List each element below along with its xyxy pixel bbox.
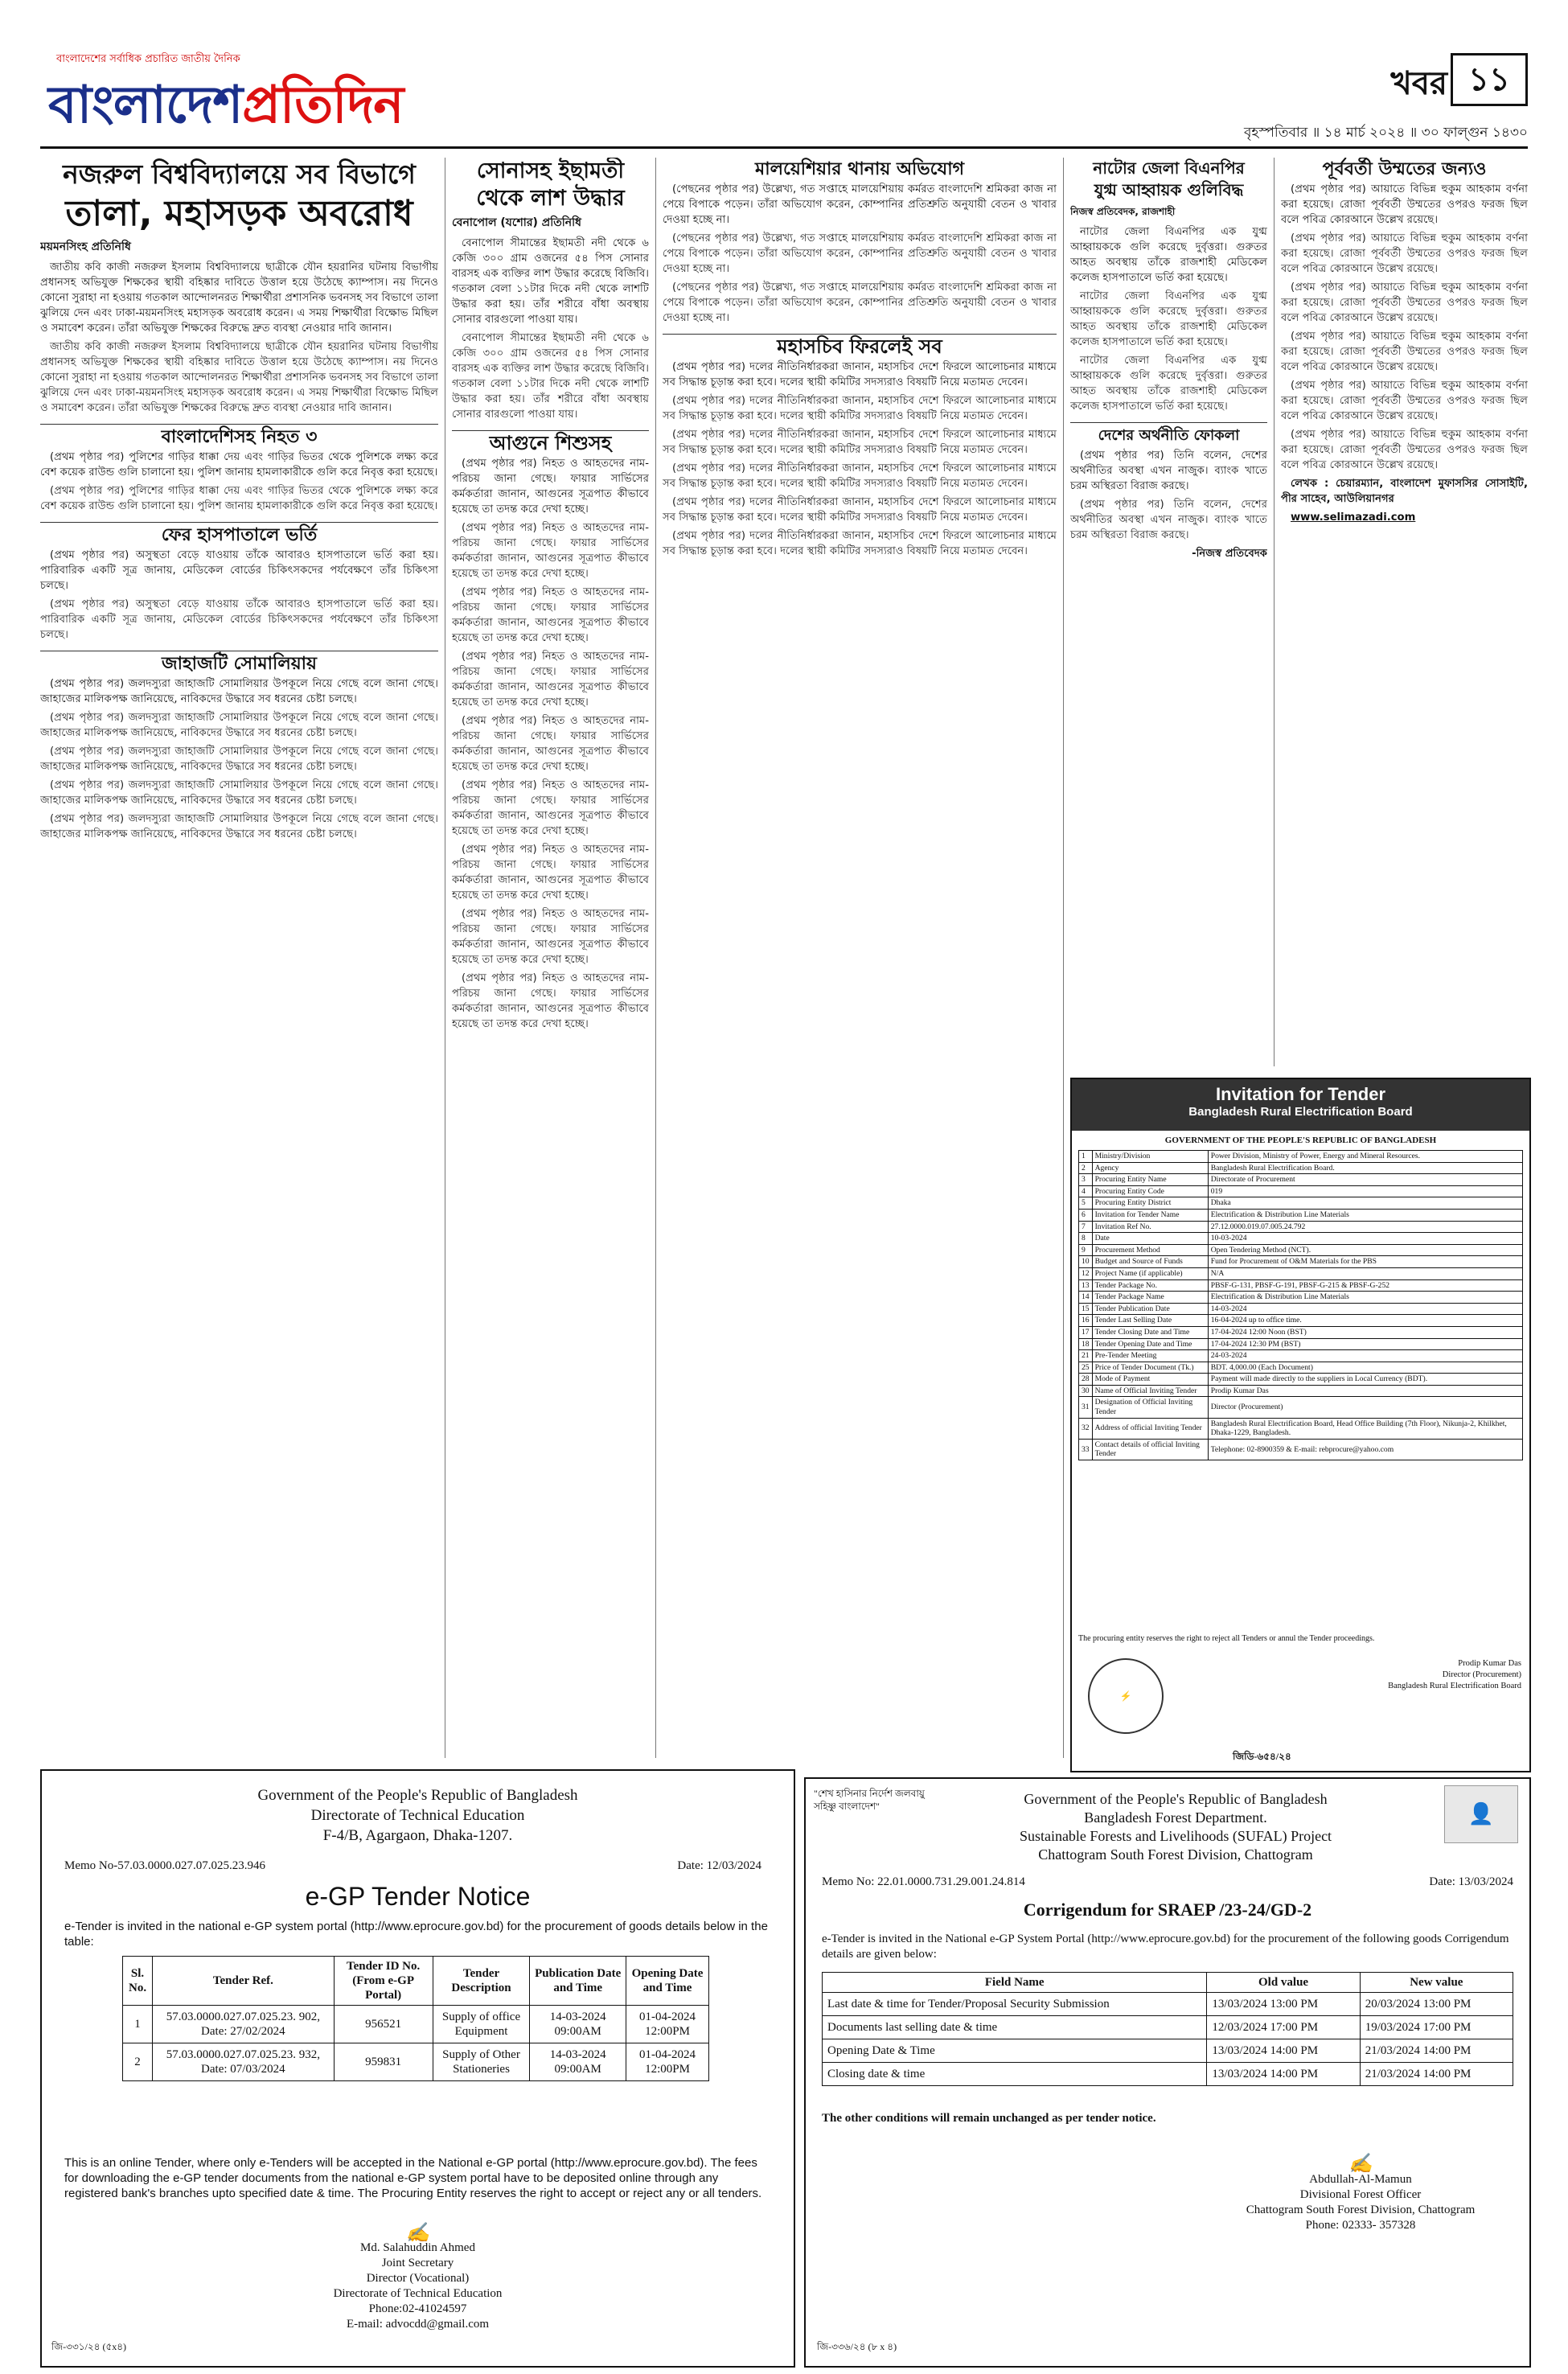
- ad-egp-sign-scribble: ✍: [405, 2221, 430, 2244]
- table-cell: Prodip Kumar Das: [1208, 1385, 1522, 1397]
- table-cell: Project Name (if applicable): [1092, 1267, 1208, 1279]
- ad-egp-sig-name: Md. Salahuddin Ahmed: [360, 2241, 475, 2254]
- table-cell: PBSF-G-131, PBSF-G-191, PBSF-G-215 & PBSF-G-252: [1208, 1279, 1522, 1292]
- story-body-hospital-cont: (প্রথম পৃষ্ঠার পর) অসুস্থতা বেড়ে যাওয়ায় তাঁকে আবারও হাসপাতালে ভর্তি করা হয়। পারিবারিক একটি সূত্র জানায়, মেডিকেল বোর্ডের চিকিৎসকদের পর্যবেক্ষণে তাঁর চিকিৎসা চলছে।: [40, 598, 438, 641]
- table-header-cell: Field Name: [823, 1973, 1207, 1993]
- table-cell: 31: [1079, 1397, 1093, 1418]
- table-cell: Procuring Entity Name: [1092, 1174, 1208, 1186]
- headline-secretary: মহাসচিব ফিরলেই সব: [663, 334, 1057, 355]
- table-cell: Tender Last Selling Date: [1092, 1315, 1208, 1327]
- table-cell: Supply of Other Stationeries: [433, 2043, 530, 2081]
- table-cell: 2: [123, 2043, 153, 2081]
- story-body-gold-cont: বেনাপোল সীমান্তের ইছামতী নদী থেকে ৬ কেজি ৩০০ গ্রাম ওজনের ৫৪ পিস সোনার বারসহ এক ব্যক্তির লাশ উদ্ধার করেছে বিজিবি। গতকাল বেলা ১১টার দিকে নদী থেকে লাশটি উদ্ধার করা হয়। তাঁর শরীরে বাঁধা অবস্থায় সোনার বারগুলো পাওয়া যায়।: [452, 332, 649, 421]
- ad-forest-dept: Bangladesh Forest Department.: [1084, 1809, 1267, 1826]
- story-body-ship-cont4: (প্রথম পৃষ্ঠার পর) জলদস্যুরা জাহাজটি সোমালিয়ার উপকূলে নিয়ে গেছে বলে জানা গেছে। জাহাজের মালিকপক্ষ জানিয়েছে, নাবিকদের উদ্ধারে সব ধরনের চেষ্টা চলছে।: [40, 813, 438, 840]
- table-cell: Procuring Entity Code: [1092, 1185, 1208, 1197]
- section-label: খবর: [1390, 65, 1447, 102]
- story-body-secretary-cont: (প্রথম পৃষ্ঠার পর) দলের নীতিনির্ধারকরা জানান, মহাসচিব দেশে ফিরলে আলোচনার মাধ্যমে সব সিদ্ধান্ত চূড়ান্ত করা হবে। দলের স্থায়ী কমিটির সদস্যরাও বিষয়টি নিয়ে মতামত দেবেন।: [663, 395, 1057, 422]
- table-row: [1079, 1174, 1523, 1186]
- table-header-cell: Opening Date and Time: [626, 1957, 709, 2006]
- table-cell: 4: [1079, 1185, 1093, 1197]
- ad-rural-signatory: Prodip Kumar Das: [1458, 1659, 1521, 1668]
- table-row: [1079, 1185, 1523, 1197]
- story-body-ship: (প্রথম পৃষ্ঠার পর) জলদস্যুরা জাহাজটি সোমালিয়ার উপকূলে নিয়ে গেছে বলে জানা গেছে। জাহাজের মালিকপক্ষ জানিয়েছে, নাবিকদের উদ্ধারে সব ধরনের চেষ্টা চলছে।: [40, 678, 438, 705]
- table-row: [1079, 1221, 1523, 1233]
- story-body-economy-cont: (প্রথম পৃষ্ঠার পর) তিনি বলেন, দেশের অর্থনীতির অবস্থা এখন নাজুক। ব্যাংক খাতে চরম অস্থিরতা বিরাজ করছে।: [1070, 499, 1267, 541]
- ad-egp-table: [122, 1956, 709, 2081]
- table-cell: Last date & time for Tender/Proposal Security Submission: [823, 1993, 1207, 2016]
- table-cell: 14-03-2024: [1208, 1303, 1522, 1315]
- table-cell: Tender Package Name: [1092, 1292, 1208, 1304]
- story-body-fire-cont6: (প্রথম পৃষ্ঠার পর) নিহত ও আহতদের নাম-পরিচয় জানা গেছে। ফায়ার সার্ভিসের কর্মকর্তারা জানান, আগুনের সূত্রপাত কীভাবে হয়েছে তা তদন্ত করে দেখা হচ্ছে।: [452, 844, 649, 902]
- table-row: [823, 2039, 1513, 2063]
- table-cell: Opening Date & Time: [823, 2039, 1207, 2063]
- table-cell: 14: [1079, 1292, 1093, 1304]
- ad-egp-dir: Directorate of Technical Education: [310, 1807, 525, 1824]
- ad-forest-memo: Memo No: 22.01.0000.731.29.001.24.814: [822, 1875, 1025, 1888]
- story-body-hospital: (প্রথম পৃষ্ঠার পর) অসুস্থতা বেড়ে যাওয়ায় তাঁকে আবারও হাসপাতালে ভর্তি করা হয়। পারিবারিক একটি সূত্র জানায়, মেডিকেল বোর্ডের চিকিৎসকদের পর্যবেক্ষণে তাঁর চিকিৎসা চলছে।: [40, 549, 438, 592]
- table-cell: 33: [1079, 1439, 1093, 1460]
- story-body-fire-cont7: (প্রথম পৃষ্ঠার পর) নিহত ও আহতদের নাম-পরিচয় জানা গেছে। ফায়ার সার্ভিসের কর্মকর্তারা জানান, আগুনের সূত্রপাত কীভাবে হয়েছে তা তদন্ত করে দেখা হচ্ছে।: [452, 908, 649, 966]
- table-row: [1079, 1418, 1523, 1439]
- ad-egp-title: e-GP Tender Notice: [305, 1882, 531, 1911]
- table-cell: 2: [1079, 1162, 1093, 1174]
- ad-forest-note: The other conditions will remain unchanged as per tender notice.: [822, 2112, 1156, 2125]
- table-cell: Invitation for Tender Name: [1092, 1209, 1208, 1221]
- ad-egp-signature: [283, 2221, 552, 2332]
- table-row: [1079, 1279, 1523, 1292]
- table-cell: Documents last selling date & time: [823, 2016, 1207, 2039]
- ad-forest-header: [934, 1790, 1417, 1864]
- story-body-fire-cont5: (প্রথম পৃষ্ঠার পর) নিহত ও আহতদের নাম-পরিচয় জানা গেছে। ফায়ার সার্ভিসের কর্মকর্তারা জানান, আগুনের সূত্রপাত কীভাবে হয়েছে তা তদন্ত করে দেখা হচ্ছে।: [452, 779, 649, 837]
- table-cell: Agency: [1092, 1162, 1208, 1174]
- headline-nazrul-2: তালা, মহাসড়ক অবরোধ: [65, 193, 413, 234]
- ad-forest-project: Sustainable Forests and Livelihoods (SUFAL) Project: [1019, 1828, 1332, 1844]
- story-body-ummah: (প্রথম পৃষ্ঠার পর) আয়াতে বিভিন্ন হুকুম আহকাম বর্ণনা করা হয়েছে। রোজা পূর্ববর্তী উম্মতের ওপরও ফরজ ছিল বলে পবিত্র কোরআনে উল্লেখ রয়েছে।: [1281, 183, 1528, 226]
- ad-egp-date: Date: 12/03/2024: [677, 1859, 761, 1872]
- table-cell: 12/03/2024 17:00 PM: [1207, 2016, 1360, 2039]
- website-link[interactable]: www.selimazadi.com: [1291, 511, 1416, 524]
- table-cell: Bangladesh Rural Electrification Board.: [1208, 1162, 1522, 1174]
- headline-economy: দেশের অর্থনীতি ফোকলা: [1070, 422, 1267, 443]
- table-cell: Tender Publication Date: [1092, 1303, 1208, 1315]
- ad-egp-addr: F-4/B, Agargaon, Dhaka-1207.: [322, 1827, 513, 1844]
- ad-rural-title: Invitation for Tender: [1215, 1084, 1386, 1104]
- ad-egp-code: জি-৩৩১/২৪ (৫x৪): [51, 2341, 127, 2352]
- story-body-fire-cont2: (প্রথম পৃষ্ঠার পর) নিহত ও আহতদের নাম-পরিচয় জানা গেছে। ফায়ার সার্ভিসের কর্মকর্তারা জানান, আগুনের সূত্রপাত কীভাবে হয়েছে তা তদন্ত করে দেখা হচ্ছে।: [452, 586, 649, 644]
- story-body-gold: বেনাপোল সীমান্তের ইছামতী নদী থেকে ৬ কেজি ৩০০ গ্রাম ওজনের ৫৪ পিস সোনার বারসহ এক ব্যক্তির লাশ উদ্ধার করেছে বিজিবি। গতকাল বেলা ১১টার দিকে নদী থেকে লাশটি উদ্ধার করা হয়। তাঁর শরীরে বাঁধা অবস্থায় সোনার বারগুলো পাওয়া যায়।: [452, 237, 649, 326]
- table-cell: Bangladesh Rural Electrification Board, Head Office Building (7th Floor), Nikunja-2, Khilkhet, Dhaka-1229, Bangladesh.: [1208, 1418, 1522, 1439]
- headline-natore-1: নাটোর জেলা বিএনপির: [1093, 158, 1245, 178]
- table-cell: 27.12.0000.019.07.005.24.792: [1208, 1221, 1522, 1233]
- table-cell: 30: [1079, 1385, 1093, 1397]
- story-body-ummah-cont3: (প্রথম পৃষ্ঠার পর) আয়াতে বিভিন্ন হুকুম আহকাম বর্ণনা করা হয়েছে। রোজা পূর্ববর্তী উম্মতের ওপরও ফরজ ছিল বলে পবিত্র কোরআনে উল্লেখ রয়েছে।: [1281, 331, 1528, 373]
- table-cell: 15: [1079, 1303, 1093, 1315]
- ad-rural-table: [1078, 1150, 1523, 1460]
- ad-egp-sig-l2: Director (Vocational): [366, 2272, 470, 2285]
- column-1: [40, 158, 438, 1758]
- table-cell: Tender Closing Date and Time: [1092, 1326, 1208, 1338]
- table-cell: 12: [1079, 1267, 1093, 1279]
- column-5: [1281, 158, 1528, 1066]
- table-cell: 8: [1079, 1233, 1093, 1245]
- headline-malaysia: মালয়েশিয়ার থানায় অভিযোগ: [754, 159, 964, 179]
- table-cell: Pre-Tender Meeting: [1092, 1350, 1208, 1362]
- ad-rural-electrification: [1070, 1078, 1531, 1772]
- table-header-cell: Tender Ref.: [153, 1957, 335, 2006]
- table-row: [823, 2063, 1513, 2086]
- table-cell: 5: [1079, 1197, 1093, 1210]
- ad-forest-gov: Government of the People's Republic of Bangladesh: [1024, 1791, 1328, 1807]
- story-body-ummah-cont2: (প্রথম পৃষ্ঠার পর) আয়াতে বিভিন্ন হুকুম আহকাম বর্ণনা করা হয়েছে। রোজা পূর্ববর্তী উম্মতের ওপরও ফরজ ছিল বলে পবিত্র কোরআনে উল্লেখ রয়েছে।: [1281, 281, 1528, 324]
- table-cell: Budget and Source of Funds: [1092, 1256, 1208, 1268]
- table-row: [1079, 1350, 1523, 1362]
- table-row: [1079, 1162, 1523, 1174]
- table-cell: 57.03.0000.027.07.025.23. 932, Date: 07/03/2024: [153, 2043, 335, 2081]
- table-row: [1079, 1397, 1523, 1418]
- table-cell: Name of Official Inviting Tender: [1092, 1385, 1208, 1397]
- table-cell: 13/03/2024 14:00 PM: [1207, 2063, 1360, 2086]
- ad-rural-title-bar: [1072, 1079, 1529, 1131]
- story-body-secretary: (প্রথম পৃষ্ঠার পর) দলের নীতিনির্ধারকরা জানান, মহাসচিব দেশে ফিরলে আলোচনার মাধ্যমে সব সিদ্ধান্ত চূড়ান্ত করা হবে। দলের স্থায়ী কমিটির সদস্যরাও বিষয়টি নিয়ে মতামত দেবেন।: [663, 361, 1057, 388]
- byline-natore: নিজস্ব প্রতিবেদক, রাজশাহী: [1070, 206, 1176, 217]
- ad-forest-title: Corrigendum for SRAEP /23-24/GD-2: [1023, 1900, 1312, 1920]
- ad-forest-division: Chattogram South Forest Division, Chattogram: [1038, 1846, 1313, 1863]
- ad-egp-sig-l5: E-mail: advocdd@gmail.com: [346, 2318, 490, 2331]
- ad-rural-gov: GOVERNMENT OF THE PEOPLE'S REPUBLIC OF BANGLADESH: [1164, 1136, 1437, 1145]
- ad-rural-subtitle: Bangladesh Rural Electrification Board: [1188, 1105, 1413, 1119]
- masthead: [40, 48, 1528, 145]
- ad-rural-sign-org: Bangladesh Rural Electrification Board: [1388, 1682, 1521, 1690]
- table-header-cell: Publication Date and Time: [530, 1957, 626, 2006]
- table-row: [1079, 1385, 1523, 1397]
- story-body-fire-cont8: (প্রথম পৃষ্ঠার পর) নিহত ও আহতদের নাম-পরিচয় জানা গেছে। ফায়ার সার্ভিসের কর্মকর্তারা জানান, আগুনের সূত্রপাত কীভাবে হয়েছে তা তদন্ত করে দেখা হচ্ছে।: [452, 972, 649, 1030]
- headline-gold-1: সোনাসহ ইছামতী: [476, 158, 625, 183]
- table-cell: 01-04-2024 12:00PM: [626, 2006, 709, 2043]
- credit-economy: -নিজস্ব প্রতিবেদক: [1192, 548, 1267, 560]
- issue-date: বৃহস্পতিবার ॥ ১৪ মার্চ ২০২৪ ॥ ৩০ ফাল্গুন ১৪৩০: [1243, 125, 1528, 141]
- story-body-secretary-cont3: (প্রথম পৃষ্ঠার পর) দলের নীতিনির্ধারকরা জানান, মহাসচিব দেশে ফিরলে আলোচনার মাধ্যমে সব সিদ্ধান্ত চূড়ান্ত করা হবে। দলের স্থায়ী কমিটির সদস্যরাও বিষয়টি নিয়ে মতামত দেবেন।: [663, 462, 1057, 490]
- byline-nazrul: ময়মনসিংহ প্রতিনিধি: [40, 240, 131, 253]
- ad-forest-code: জি-৩৩৬/২৪ (৮ x ৪): [817, 2341, 897, 2352]
- column-4: [1070, 158, 1267, 1066]
- table-cell: 1: [123, 2006, 153, 2043]
- column-3: [663, 158, 1057, 1758]
- ad-forest-date: Date: 13/03/2024: [1429, 1875, 1513, 1888]
- story-body-malaysia: (পেছনের পৃষ্ঠার পর) উল্লেখ্য, গত সপ্তাহে মালয়েশিয়ায় কর্মরত বাংলাদেশি শ্রমিকরা কাজ না পেয়ে বিপাকে পড়েন। তাঁরা অভিযোগ করেন, কোম্পানির প্রতিশ্রুতি অনুযায়ী বেতন ও খাবার দেওয়া হচ্ছে না।: [663, 183, 1057, 226]
- ad-forest-sig-l1: Divisional Forest Officer: [1299, 2188, 1422, 2201]
- story-body-killed: (প্রথম পৃষ্ঠার পর) পুলিশের গাড়ির ধাক্কা দেয় এবং গাড়ির ভিতর থেকে পুলিশকে লক্ষ্য করে বেশ কয়েক রাউন্ড গুলি চালানো হয়। পুলিশ জানায় হামলাকারীকে গুলি করে নিবৃত্ত করা হয়েছে।: [40, 451, 438, 478]
- breb-logo: ⚡: [1088, 1658, 1164, 1734]
- column-divider: [1274, 158, 1275, 1066]
- table-cell: 13: [1079, 1279, 1093, 1292]
- ad-rural-signature: [1320, 1658, 1521, 1692]
- story-body-fire: (প্রথম পৃষ্ঠার পর) নিহত ও আহতদের নাম-পরিচয় জানা গেছে। ফায়ার সার্ভিসের কর্মকর্তারা জানান, আগুনের সূত্রপাত কীভাবে হয়েছে তা তদন্ত করে দেখা হচ্ছে।: [452, 458, 649, 515]
- table-cell: Closing date & time: [823, 2063, 1207, 2086]
- ad-forest-sign-scribble: ✍: [1348, 2154, 1373, 2175]
- table-cell: Telephone: 02-8900359 & E-mail: rebprocure@yahoo.com: [1208, 1439, 1522, 1460]
- ad-forest-corrigendum: [804, 1777, 1531, 2368]
- story-body-ummah-cont4: (প্রথম পৃষ্ঠার পর) আয়াতে বিভিন্ন হুকুম আহকাম বর্ণনা করা হয়েছে। রোজা পূর্ববর্তী উম্মতের ওপরও ফরজ ছিল বলে পবিত্র কোরআনে উল্লেখ রয়েছে।: [1281, 380, 1528, 422]
- table-cell: Contact details of official Inviting Tender: [1092, 1439, 1208, 1460]
- table-cell: 1: [1079, 1151, 1093, 1163]
- table-cell: Designation of Official Inviting Tender: [1092, 1397, 1208, 1418]
- table-row: [1079, 1267, 1523, 1279]
- table-row: [123, 2043, 709, 2081]
- headline-ummah: পূর্ববর্তী উম্মতের জন্যও: [1322, 159, 1487, 179]
- table-cell: 9: [1079, 1244, 1093, 1256]
- story-body-natore-cont: নাটোর জেলা বিএনপির এক যুগ্ম আহ্বায়ককে গুলি করেছে দুর্বৃত্তরা। গুরুতর আহত অবস্থায় তাঁকে রাজশাহী মেডিকেল কলেজ হাসপাতালে ভর্তি করা হয়েছে।: [1070, 290, 1267, 348]
- table-header-cell: Sl. No.: [123, 1957, 153, 2006]
- table-row: [1079, 1374, 1523, 1386]
- table-cell: 17-04-2024 12:00 Noon (BST): [1208, 1326, 1522, 1338]
- table-header-row: [123, 1957, 709, 2006]
- ad-forest-sig-l3: Phone: 02333- 357328: [1305, 2219, 1416, 2232]
- table-header-cell: New value: [1360, 1973, 1513, 1993]
- table-row: [1079, 1292, 1523, 1304]
- newspaper-logo[interactable]: [40, 48, 404, 137]
- column-2: [452, 158, 649, 1758]
- table-cell: Electrification & Distribution Line Materials: [1208, 1292, 1522, 1304]
- story-body-ummah-cont5: (প্রথম পৃষ্ঠার পর) আয়াতে বিভিন্ন হুকুম আহকাম বর্ণনা করা হয়েছে। রোজা পূর্ববর্তী উম্মতের ওপরও ফরজ ছিল বলে পবিত্র কোরআনে উল্লেখ রয়েছে।: [1281, 429, 1528, 471]
- table-cell: N/A: [1208, 1267, 1522, 1279]
- headline-nazrul-1: নজরুল বিশ্ববিদ্যালয়ে সব বিভাগে: [63, 158, 416, 190]
- story-body-malaysia-cont2: (পেছনের পৃষ্ঠার পর) উল্লেখ্য, গত সপ্তাহে মালয়েশিয়ায় কর্মরত বাংলাদেশি শ্রমিকরা কাজ না পেয়ে বিপাকে পড়েন। তাঁরা অভিযোগ করেন, কোম্পানির প্রতিশ্রুতি অনুযায়ী বেতন ও খাবার দেওয়া হচ্ছে না।: [663, 281, 1057, 324]
- table-row: [1079, 1197, 1523, 1210]
- table-cell: 13/03/2024 13:00 PM: [1207, 1993, 1360, 2016]
- table-row: [123, 2006, 709, 2043]
- ad-egp-sig-l4: Phone:02-41024597: [368, 2302, 467, 2315]
- headline-gold-2: থেকে লাশ উদ্ধার: [476, 186, 625, 211]
- table-cell: 32: [1079, 1418, 1093, 1439]
- logo-wordmark: বাংলাদেশপ্রতিদিন: [48, 76, 404, 135]
- ad-forest-intro: e-Tender is invited in the National e-GP System Portal (http://www.eprocure.gov.bd) for the procurement of the following goods Corrigendum details are given below:: [822, 1932, 1509, 1961]
- table-cell: 21/03/2024 14:00 PM: [1360, 2039, 1513, 2063]
- headline-killed: বাংলাদেশিসহ নিহত ৩: [40, 424, 438, 445]
- ad-rural-sign-title: Director (Procurement): [1442, 1670, 1521, 1679]
- table-row: [1079, 1151, 1523, 1163]
- ad-forest-sig-name: Abdullah-Al-Mamun: [1309, 2173, 1412, 2186]
- table-cell: 20/03/2024 13:00 PM: [1360, 1993, 1513, 2016]
- table-cell: 17-04-2024 12:30 PM (BST): [1208, 1338, 1522, 1350]
- table-header-cell: Tender ID No. (From e-GP Portal): [334, 1957, 433, 2006]
- table-cell: 6: [1079, 1209, 1093, 1221]
- table-row: [1079, 1362, 1523, 1374]
- column-divider: [655, 158, 656, 1758]
- table-row: [1079, 1338, 1523, 1350]
- table-row: [1079, 1256, 1523, 1268]
- story-body-natore: নাটোর জেলা বিএনপির এক যুগ্ম আহ্বায়ককে গুলি করেছে দুর্বৃত্তরা। গুরুতর আহত অবস্থায় তাঁকে রাজশাহী মেডিকেল কলেজ হাসপাতালে ভর্তি করা হয়েছে।: [1070, 226, 1267, 284]
- table-cell: 019: [1208, 1185, 1522, 1197]
- table-cell: Power Division, Ministry of Power, Energy and Mineral Resources.: [1208, 1151, 1522, 1163]
- logo-tagline: বাংলাদেশের সর্বাধিক প্রচারিত জাতীয় দৈনিক: [56, 53, 240, 65]
- table-cell: BDT. 4,000.00 (Each Document): [1208, 1362, 1522, 1374]
- table-row: [1079, 1233, 1523, 1245]
- table-cell: 16: [1079, 1315, 1093, 1327]
- ad-forest-quote: "শেখ হাসিনার নির্দেশ জলবায়ু সহিষ্ণু বাংলাদেশ": [814, 1788, 925, 1812]
- table-cell: 14-03-2024 09:00AM: [530, 2006, 626, 2043]
- table-cell: Price of Tender Document (Tk.): [1092, 1362, 1208, 1374]
- ad-forest-sig-l2: Chattogram South Forest Division, Chattogram: [1246, 2204, 1476, 2216]
- table-cell: 16-04-2024 up to office time.: [1208, 1315, 1522, 1327]
- table-cell: Directorate of Procurement: [1208, 1174, 1522, 1186]
- table-cell: 25: [1079, 1362, 1093, 1374]
- ad-egp-memo: Memo No-57.03.0000.027.07.025.23.946: [64, 1859, 265, 1872]
- ad-egp-sig-l1: Joint Secretary: [381, 2257, 454, 2269]
- headline-hospital: ফের হাসপাতালে ভর্তি: [40, 522, 438, 543]
- table-header-row: [823, 1973, 1513, 1993]
- story-body-ummah-cont: (প্রথম পৃষ্ঠার পর) আয়াতে বিভিন্ন হুকুম আহকাম বর্ণনা করা হয়েছে। রোজা পূর্ববর্তী উম্মতের ওপরও ফরজ ছিল বলে পবিত্র কোরআনে উল্লেখ রয়েছে।: [1281, 232, 1528, 275]
- story-body-fire-cont4: (প্রথম পৃষ্ঠার পর) নিহত ও আহতদের নাম-পরিচয় জানা গেছে। ফায়ার সার্ভিসের কর্মকর্তারা জানান, আগুনের সূত্রপাত কীভাবে হয়েছে তা তদন্ত করে দেখা হচ্ছে।: [452, 715, 649, 773]
- headline-ship: জাহাজটি সোমালিয়ায়: [40, 651, 438, 672]
- table-cell: Electrification & Distribution Line Materials: [1208, 1209, 1522, 1221]
- story-body-ship-cont2: (প্রথম পৃষ্ঠার পর) জলদস্যুরা জাহাজটি সোমালিয়ার উপকূলে নিয়ে গেছে বলে জানা গেছে। জাহাজের মালিকপক্ষ জানিয়েছে, নাবিকদের উদ্ধারে সব ধরনের চেষ্টা চলছে।: [40, 745, 438, 773]
- story-body-ship-cont: (প্রথম পৃষ্ঠার পর) জলদস্যুরা জাহাজটি সোমালিয়ার উপকূলে নিয়ে গেছে বলে জানা গেছে। জাহাজের মালিকপক্ষ জানিয়েছে, নাবিকদের উদ্ধারে সব ধরনের চেষ্টা চলছে।: [40, 712, 438, 739]
- table-row: [1079, 1439, 1523, 1460]
- table-row: [823, 1993, 1513, 2016]
- headline-natore-2: যুগ্ম আহ্বায়ক গুলিবিদ্ধ: [1094, 180, 1244, 199]
- table-cell: 7: [1079, 1221, 1093, 1233]
- table-cell: 17: [1079, 1326, 1093, 1338]
- table-cell: 3: [1079, 1174, 1093, 1186]
- table-row: [1079, 1303, 1523, 1315]
- table-cell: 19/03/2024 17:00 PM: [1360, 2016, 1513, 2039]
- story-body-natore-cont2: নাটোর জেলা বিএনপির এক যুগ্ম আহ্বায়ককে গুলি করেছে দুর্বৃত্তরা। গুরুতর আহত অবস্থায় তাঁকে রাজশাহী মেডিকেল কলেজ হাসপাতালে ভর্তি করা হয়েছে।: [1070, 355, 1267, 413]
- masthead-rule: [40, 146, 1528, 149]
- table-cell: 959831: [334, 2043, 433, 2081]
- table-cell: 14-03-2024 09:00AM: [530, 2043, 626, 2081]
- table-cell: Invitation Ref No.: [1092, 1221, 1208, 1233]
- table-cell: 10-03-2024: [1208, 1233, 1522, 1245]
- story-body-nazrul: জাতীয় কবি কাজী নজরুল ইসলাম বিশ্ববিদ্যালয়ে ছাত্রীকে যৌন হয়রানির ঘটনায় বিভাগীয় প্রধানসহ অভিযুক্ত শিক্ষকের স্থায়ী বহিষ্কার দাবিতে উত্তাল হয়ে উঠেছে ক্যাম্পাস। নয় দিনেও কোনো সুরাহা না হওয়ায় গতকাল আন্দোলনরত শিক্ষার্থীরা প্রশাসনিক ভবনসহ সব বিভাগে তালা ঝুলিয়ে দেন এবং ঢাকা-ময়মনসিংহ মহাসড়ক অবরোধ করেন। এ সময় শিক্ষার্থীরা বিক্ষোভ মিছিল ও সমাবেশ করেন। তাঁরা অভিযুক্ত শিক্ষকের বিরুদ্ধে দ্রুত ব্যবস্থা নেওয়ার দাবি জানান।: [40, 261, 438, 335]
- table-cell: 24-03-2024: [1208, 1350, 1522, 1362]
- table-cell: Fund for Procurement of O&M Materials for the PBS: [1208, 1256, 1522, 1268]
- story-body-ship-cont3: (প্রথম পৃষ্ঠার পর) জলদস্যুরা জাহাজটি সোমালিয়ার উপকূলে নিয়ে গেছে বলে জানা গেছে। জাহাজের মালিকপক্ষ জানিয়েছে, নাবিকদের উদ্ধারে সব ধরনের চেষ্টা চলছে।: [40, 779, 438, 807]
- table-cell: 10: [1079, 1256, 1093, 1268]
- table-cell: 21/03/2024 14:00 PM: [1360, 2063, 1513, 2086]
- story-body-killed-cont: (প্রথম পৃষ্ঠার পর) পুলিশের গাড়ির ধাক্কা দেয় এবং গাড়ির ভিতর থেকে পুলিশকে লক্ষ্য করে বেশ কয়েক রাউন্ড গুলি চালানো হয়। পুলিশ জানায় হামলাকারীকে গুলি করে নিবৃত্ত করা হয়েছে।: [40, 485, 438, 512]
- column-divider: [1063, 158, 1064, 1758]
- story-body-economy: (প্রথম পৃষ্ঠার পর) তিনি বলেন, দেশের অর্থনীতির অবস্থা এখন নাজুক। ব্যাংক খাতে চরম অস্থিরতা বিরাজ করছে।: [1070, 450, 1267, 492]
- table-header-cell: Old value: [1207, 1973, 1360, 1993]
- ad-egp-intro: e-Tender is invited in the national e-GP system portal (http://www.eprocure.gov.bd) for the procurement of goods details below in the table:: [64, 1920, 768, 1949]
- table-cell: Mode of Payment: [1092, 1374, 1208, 1386]
- ad-egp-sig-l3: Directorate of Technical Education: [333, 2287, 503, 2300]
- ad-egp-header: [42, 1771, 794, 1846]
- table-cell: Address of official Inviting Tender: [1092, 1418, 1208, 1439]
- ad-egp-tender: [40, 1769, 795, 2368]
- ad-egp-gov: Government of the People's Republic of Bangladesh: [257, 1787, 578, 1804]
- ad-rural-code: জিডি-৬৫৪/২৪: [1233, 1751, 1291, 1762]
- credit-ummah: লেখক : চেয়ারম্যান, বাংলাদেশ মুফাসসির সোসাইটি, পীর সাহেব, আউলিয়ানগর: [1281, 478, 1528, 505]
- story-body-nazrul-cont: জাতীয় কবি কাজী নজরুল ইসলাম বিশ্ববিদ্যালয়ে ছাত্রীকে যৌন হয়রানির ঘটনায় বিভাগীয় প্রধানসহ অভিযুক্ত শিক্ষকের স্থায়ী বহিষ্কার দাবিতে উত্তাল হয়ে উঠেছে ক্যাম্পাস। নয় দিনেও কোনো সুরাহা না হওয়ায় গতকাল আন্দোলনরত শিক্ষার্থীরা প্রশাসনিক ভবনসহ সব বিভাগে তালা ঝুলিয়ে দেন এবং ঢাকা-ময়মনসিংহ মহাসড়ক অবরোধ করেন। এ সময় শিক্ষার্থীরা বিক্ষোভ মিছিল ও সমাবেশ করেন। তাঁরা অভিযুক্ত শিক্ষকের বিরুদ্ধে দ্রুত ব্যবস্থা নেওয়ার দাবি জানান।: [40, 341, 438, 414]
- ad-forest-table: [822, 1972, 1513, 2086]
- ad-egp-note: This is an online Tender, where only e-Tenders will be accepted in the National e-GP portal (http://www.eprocure.gov.bd). The fees for downloading the e-GP tender documents from the national e-GP system portal have to be deposited online through any registered bank's branches upto specified date & time. The Procuring Entity reserves the right to accept or reject any or all tenders.: [64, 2156, 762, 2200]
- table-cell: Dhaka: [1208, 1197, 1522, 1210]
- table-cell: 01-04-2024 12:00PM: [626, 2043, 709, 2081]
- table-header-cell: Tender Description: [433, 1957, 530, 2006]
- headline-fire: আগুনে শিশুসহ: [452, 430, 649, 451]
- table-cell: 13/03/2024 14:00 PM: [1207, 2039, 1360, 2063]
- story-body-secretary-cont2: (প্রথম পৃষ্ঠার পর) দলের নীতিনির্ধারকরা জানান, মহাসচিব দেশে ফিরলে আলোচনার মাধ্যমে সব সিদ্ধান্ত চূড়ান্ত করা হবে। দলের স্থায়ী কমিটির সদস্যরাও বিষয়টি নিয়ে মতামত দেবেন।: [663, 429, 1057, 456]
- table-cell: Tender Package No.: [1092, 1279, 1208, 1292]
- portrait-image: 👤: [1444, 1785, 1518, 1843]
- ad-rural-note: The procuring entity reserves the right to reject all Tenders or annul the Tender proceedings.: [1078, 1634, 1375, 1643]
- page-number: ১১: [1451, 53, 1528, 106]
- story-body-fire-cont3: (প্রথম পৃষ্ঠার পর) নিহত ও আহতদের নাম-পরিচয় জানা গেছে। ফায়ার সার্ভিসের কর্মকর্তারা জানান, আগুনের সূত্রপাত কীভাবে হয়েছে তা তদন্ত করে দেখা হচ্ছে।: [452, 651, 649, 709]
- story-body-fire-cont: (প্রথম পৃষ্ঠার পর) নিহত ও আহতদের নাম-পরিচয় জানা গেছে। ফায়ার সার্ভিসের কর্মকর্তারা জানান, আগুনের সূত্রপাত কীভাবে হয়েছে তা তদন্ত করে দেখা হচ্ছে।: [452, 522, 649, 580]
- table-cell: 21: [1079, 1350, 1093, 1362]
- table-cell: 956521: [334, 2006, 433, 2043]
- table-cell: Open Tendering Method (NCT).: [1208, 1244, 1522, 1256]
- table-cell: Procuring Entity District: [1092, 1197, 1208, 1210]
- table-row: [1079, 1315, 1523, 1327]
- table-cell: Director (Procurement): [1208, 1397, 1522, 1418]
- table-cell: Payment will made directly to the suppliers in Local Currency (BDT).: [1208, 1374, 1522, 1386]
- story-body-secretary-cont4: (প্রথম পৃষ্ঠার পর) দলের নীতিনির্ধারকরা জানান, মহাসচিব দেশে ফিরলে আলোচনার মাধ্যমে সব সিদ্ধান্ত চূড়ান্ত করা হবে। দলের স্থায়ী কমিটির সদস্যরাও বিষয়টি নিয়ে মতামত দেবেন।: [663, 496, 1057, 524]
- table-cell: Tender Opening Date and Time: [1092, 1338, 1208, 1350]
- table-cell: Procurement Method: [1092, 1244, 1208, 1256]
- ad-forest-signature: [1208, 2154, 1513, 2233]
- story-body-secretary-cont5: (প্রথম পৃষ্ঠার পর) দলের নীতিনির্ধারকরা জানান, মহাসচিব দেশে ফিরলে আলোচনার মাধ্যমে সব সিদ্ধান্ত চূড়ান্ত করা হবে। দলের স্থায়ী কমিটির সদস্যরাও বিষয়টি নিয়ে মতামত দেবেন।: [663, 530, 1057, 557]
- table-cell: Supply of office Equipment: [433, 2006, 530, 2043]
- table-row: [1079, 1209, 1523, 1221]
- table-cell: 28: [1079, 1374, 1093, 1386]
- table-cell: 57.03.0000.027.07.025.23. 902, Date: 27/02/2024: [153, 2006, 335, 2043]
- story-body-malaysia-cont: (পেছনের পৃষ্ঠার পর) উল্লেখ্য, গত সপ্তাহে মালয়েশিয়ায় কর্মরত বাংলাদেশি শ্রমিকরা কাজ না পেয়ে বিপাকে পড়েন। তাঁরা অভিযোগ করেন, কোম্পানির প্রতিশ্রুতি অনুযায়ী বেতন ও খাবার দেওয়া হচ্ছে না।: [663, 232, 1057, 275]
- table-cell: Date: [1092, 1233, 1208, 1245]
- table-row: [1079, 1244, 1523, 1256]
- table-cell: 18: [1079, 1338, 1093, 1350]
- table-row: [1079, 1326, 1523, 1338]
- table-cell: Ministry/Division: [1092, 1151, 1208, 1163]
- table-row: [823, 2016, 1513, 2039]
- byline-gold: বেনাপোল (যশোর) প্রতিনিধি: [452, 216, 581, 229]
